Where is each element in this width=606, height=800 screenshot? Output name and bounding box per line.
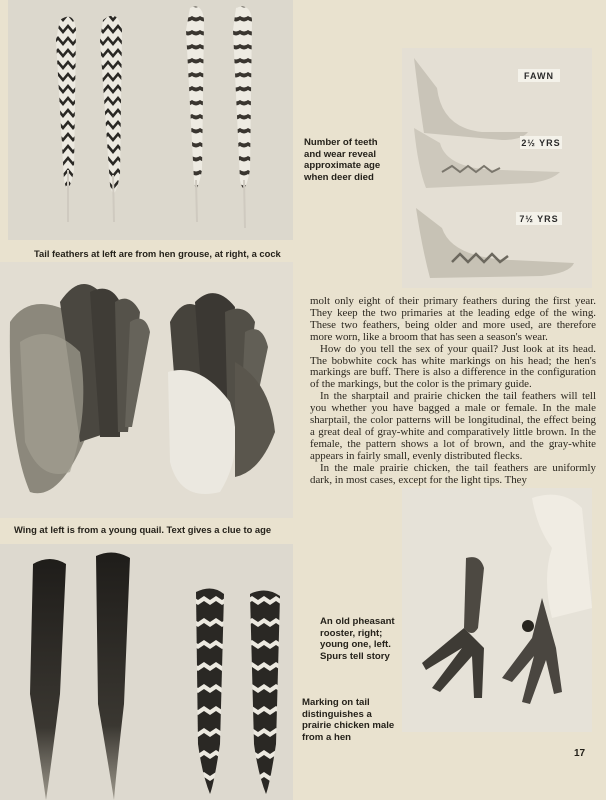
pheasant-feet-photo	[402, 488, 592, 732]
quail-wing-photo	[0, 262, 293, 518]
prairie-tail-caption: Marking on tail distinguishes a prairie chicken male from a hen	[302, 697, 395, 743]
quail-wing-illustration	[0, 262, 293, 518]
body-paragraph: How do you tell the sex of your quail? Just look at its head. The bobwhite cock has white markings on his head; the hen's markings are buff. There is also a difference in the configuration of the markings, but the color is the primary guide.	[310, 342, 596, 391]
grouse-tail-feathers-photo	[8, 0, 293, 240]
body-paragraph: In the male prairie chicken, the tail feathers are uniformly dark, in most cases, except for the light tips. They	[310, 461, 596, 486]
grouse-feathers-illustration	[8, 0, 293, 240]
quail-wing-caption: Wing at left is from a young quail. Text gives a clue to age	[14, 524, 272, 535]
fawn-label: FAWN	[524, 71, 554, 81]
body-paragraph: In the sharptail and prairie chicken the tail feathers will tell you whether you have bagged a male or female. In the male sharptail, the color patterns will be longitudinal, the effect being a great deal of gray-white and comparatively little brown. In the female, the pattern shows a lot of brown, and the gray-white appears in fairly small, evenly distributed flecks.	[310, 390, 596, 462]
prairie-chicken-tail-photo	[0, 544, 293, 800]
pheasant-feet-caption: An old pheasant rooster, right; young one, left. Spurs tell story	[320, 616, 395, 662]
grouse-tail-caption: Tail feathers at left are from hen grouse, at right, a cock	[34, 248, 281, 259]
deer-jaw-caption: Number of teeth and wear reveal approximate age when deer died	[304, 137, 381, 183]
pheasant-feet-illustration	[402, 488, 592, 732]
article-body	[310, 296, 596, 487]
two-half-years-label: 2½ YRS	[521, 138, 561, 148]
body-paragraph: molt only eight of their primary feathers during the first year. They keep the two primaries at the leading edge of the wing. These two feathers, being older and more used, are therefore more worn, like a broom that has seen a season's wear.	[310, 295, 596, 343]
deer-jaw-illustration	[402, 48, 592, 288]
seven-half-years-label: 7½ YRS	[519, 214, 559, 224]
page-number: 17	[574, 748, 586, 759]
deer-jaw-photo	[402, 48, 592, 288]
prairie-tail-illustration	[0, 544, 293, 800]
